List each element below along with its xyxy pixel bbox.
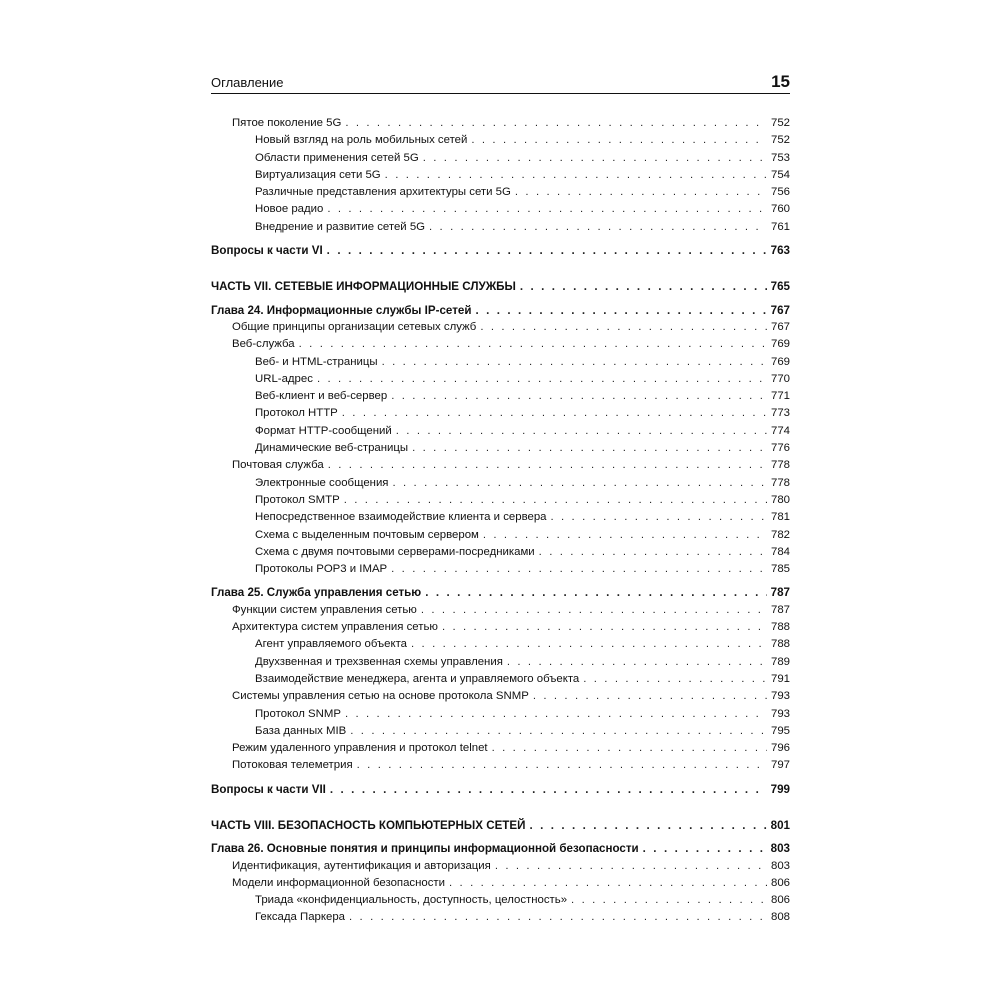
- dot-leader: [529, 819, 766, 832]
- toc-entry-title: Триада «конфиденциальность, доступность, целостность»: [255, 894, 568, 907]
- toc-entry-title: Новый взгляд на роль мобильных сетей: [255, 134, 468, 147]
- dot-leader: [421, 604, 767, 616]
- toc-entry-title: Схема с выделенным почтовым сервером: [255, 528, 479, 541]
- toc-entry: [211, 152, 790, 169]
- toc-entry: [211, 338, 790, 355]
- toc-entry-title: Различные представления архитектуры сети 5G: [255, 186, 511, 199]
- toc-entry-title: ЧАСТЬ VII. СЕТЕВЫЕ ИНФОРМАЦИОННЫЕ СЛУЖБЫ: [211, 280, 516, 294]
- toc-entry-page: 781: [770, 511, 790, 524]
- toc-entry-title: Веб-служба: [232, 338, 295, 351]
- toc-entry-title: Схема с двумя почтовыми серверами-посредниками: [255, 545, 535, 558]
- dot-leader: [583, 673, 767, 685]
- toc-entry-page: 754: [770, 168, 790, 181]
- toc-entry-page: 793: [770, 707, 790, 720]
- toc-entry: [211, 783, 790, 800]
- toc-entry-page: 774: [770, 424, 790, 437]
- toc-entry-page: 752: [770, 117, 790, 129]
- dot-leader: [442, 621, 767, 633]
- dot-leader: [533, 690, 767, 702]
- dot-leader: [342, 407, 767, 419]
- toc-entry-title: Непосредственное взаимодействие клиента и сервера: [255, 511, 547, 524]
- toc-entry: [211, 725, 790, 742]
- toc-entry-page: 803: [770, 859, 790, 872]
- dot-leader: [423, 152, 767, 164]
- toc-entry-page: 797: [770, 759, 790, 772]
- toc-entry: [211, 877, 790, 894]
- toc-entry-title: Вопросы к части VII: [211, 782, 326, 796]
- toc-entry-page: 806: [770, 876, 790, 889]
- toc-entry: [211, 407, 790, 424]
- toc-entry-title: Вопросы к части VI: [211, 244, 323, 258]
- toc-entry-title: URL-адрес: [255, 372, 313, 385]
- toc-entry: [211, 186, 790, 203]
- dot-leader: [327, 203, 767, 215]
- toc-entry: [211, 442, 790, 459]
- toc-entry-page: 789: [770, 655, 790, 668]
- dot-leader: [392, 477, 767, 489]
- dot-leader: [425, 586, 766, 599]
- toc-entry: [211, 708, 790, 725]
- toc-entry-page: 788: [770, 638, 790, 651]
- toc-entry-title: Протокол HTTP: [255, 407, 338, 420]
- toc-entry-page: 773: [770, 407, 790, 420]
- toc-entry-page: 769: [770, 338, 790, 351]
- toc-entry: [211, 529, 790, 546]
- dot-leader: [328, 459, 767, 471]
- toc-entry: [211, 321, 790, 338]
- dot-leader: [349, 911, 767, 923]
- toc-entry: [211, 203, 790, 220]
- dot-leader: [299, 338, 767, 350]
- toc-entry-title: Архитектура систем управления сетью: [232, 621, 438, 634]
- toc-entry-title: ЧАСТЬ VIII. БЕЗОПАСНОСТЬ КОМПЬЮТЕРНЫХ СЕТЕЙ: [211, 818, 526, 832]
- page-number: 15: [771, 72, 790, 91]
- toc-entry: [211, 759, 790, 776]
- toc-entry-page: 771: [770, 390, 790, 403]
- dot-leader: [327, 244, 767, 257]
- toc-entry-page: 791: [770, 672, 790, 685]
- toc-entry-title: Веб-клиент и веб-сервер: [255, 390, 388, 403]
- dot-leader: [391, 563, 767, 575]
- table-of-contents: [211, 117, 790, 929]
- toc-entry-title: Протокол SMTP: [255, 493, 340, 506]
- toc-entry: [211, 494, 790, 511]
- dot-leader: [507, 656, 767, 668]
- toc-entry-page: 767: [770, 320, 790, 333]
- dot-leader: [344, 494, 767, 506]
- toc-entry: [211, 425, 790, 442]
- dot-leader: [345, 708, 767, 720]
- dot-leader: [391, 390, 767, 402]
- toc-entry-title: Пятое поколение 5G: [232, 117, 342, 129]
- toc-entry: [211, 390, 790, 407]
- toc-entry: [211, 621, 790, 638]
- toc-entry-title: Глава 26. Основные понятия и принципы информационной безопасности: [211, 842, 639, 856]
- toc-entry-page: 808: [770, 911, 790, 924]
- toc-entry: [211, 586, 790, 603]
- toc-entry-title: Модели информационной безопасности: [232, 876, 446, 889]
- toc-entry-title: Новое радио: [255, 203, 324, 216]
- toc-entry-title: Системы управления сетью на основе протокола SNMP: [232, 690, 529, 703]
- toc-entry: [211, 134, 790, 151]
- toc-entry-page: 765: [770, 280, 790, 294]
- toc-entry: [211, 842, 790, 859]
- dot-leader: [471, 134, 767, 146]
- toc-entry: [211, 894, 790, 911]
- dot-leader: [429, 221, 767, 233]
- page-header: [211, 72, 790, 92]
- toc-entry-title: Внедрение и развитие сетей 5G: [255, 220, 426, 233]
- toc-entry-page: 803: [770, 842, 790, 856]
- toc-entry-title: Электронные сообщения: [255, 476, 389, 489]
- toc-entry-title: Протокол SNMP: [255, 707, 341, 720]
- toc-entry: [211, 356, 790, 373]
- toc-entry: [211, 742, 790, 759]
- toc-entry-title: Идентификация, аутентификация и авторизация: [232, 859, 491, 872]
- toc-entry-page: 801: [770, 818, 790, 832]
- dot-leader: [539, 546, 767, 558]
- dot-leader: [449, 877, 767, 889]
- toc-entry-page: 761: [770, 220, 790, 233]
- dot-leader: [483, 529, 767, 541]
- toc-entry-page: 785: [770, 563, 790, 576]
- running-title: Оглавление: [211, 75, 284, 90]
- dot-leader: [396, 425, 767, 437]
- toc-entry: [211, 911, 790, 928]
- toc-entry: [211, 244, 790, 261]
- toc-entry-title: Потоковая телеметрия: [232, 759, 353, 772]
- toc-entry: [211, 546, 790, 563]
- dot-leader: [382, 356, 767, 368]
- toc-entry-title: База данных MIB: [255, 724, 347, 737]
- toc-entry: [211, 604, 790, 621]
- toc-entry-title: Динамические веб-страницы: [255, 442, 409, 455]
- toc-entry-page: 793: [770, 690, 790, 703]
- toc-entry-title: Режим удаленного управления и протокол telnet: [232, 742, 488, 755]
- toc-entry: [211, 169, 790, 186]
- toc-entry-page: 767: [770, 303, 790, 317]
- toc-entry-page: 788: [770, 621, 790, 634]
- toc-entry-title: Почтовая служба: [232, 459, 324, 472]
- toc-entry: [211, 459, 790, 476]
- toc-entry: [211, 563, 790, 580]
- toc-entry-title: Глава 24. Информационные службы IP-сетей: [211, 303, 472, 317]
- toc-entry-page: 752: [770, 134, 790, 147]
- toc-entry-page: 795: [770, 724, 790, 737]
- toc-entry: [211, 117, 790, 134]
- toc-entry: [211, 860, 790, 877]
- dot-leader: [317, 373, 767, 385]
- toc-entry-title: Агент управляемого объекта: [255, 638, 408, 651]
- toc-entry-page: 776: [770, 442, 790, 455]
- toc-entry-page: 763: [770, 244, 790, 258]
- toc-entry-title: Двухзвенная и трехзвенная схемы управления: [255, 655, 503, 668]
- dot-leader: [520, 280, 767, 293]
- toc-entry: [211, 819, 790, 836]
- toc-entry-page: 782: [770, 528, 790, 541]
- dot-leader: [551, 511, 767, 523]
- toc-entry-page: 784: [770, 545, 790, 558]
- dot-leader: [643, 842, 767, 855]
- dot-leader: [330, 783, 767, 796]
- toc-entry-page: 769: [770, 355, 790, 368]
- toc-entry-page: 778: [770, 459, 790, 472]
- header-divider: [211, 93, 790, 94]
- toc-entry: [211, 304, 790, 321]
- toc-entry-title: Веб- и HTML-страницы: [255, 355, 378, 368]
- toc-entry: [211, 511, 790, 528]
- dot-leader: [571, 894, 767, 906]
- toc-entry-page: 753: [770, 151, 790, 164]
- dot-leader: [480, 321, 767, 333]
- toc-entry-page: 787: [770, 586, 790, 600]
- toc-entry: [211, 673, 790, 690]
- dot-leader: [411, 638, 767, 650]
- toc-entry-page: 787: [770, 603, 790, 616]
- toc-entry: [211, 638, 790, 655]
- toc-entry-page: 760: [770, 203, 790, 216]
- toc-entry-title: Виртуализация сети 5G: [255, 168, 381, 181]
- toc-entry-title: Глава 25. Служба управления сетью: [211, 586, 422, 600]
- toc-entry-page: 806: [770, 894, 790, 907]
- toc-entry-page: 756: [770, 186, 790, 199]
- toc-entry-title: Области применения сетей 5G: [255, 151, 419, 164]
- toc-entry: [211, 221, 790, 238]
- toc-entry: [211, 373, 790, 390]
- dot-leader: [492, 742, 767, 754]
- dot-leader: [495, 860, 767, 872]
- toc-entry-title: Взаимодействие менеджера, агента и управляемого объекта: [255, 672, 580, 685]
- dot-leader: [515, 186, 767, 198]
- dot-leader: [475, 304, 766, 317]
- dot-leader: [357, 759, 767, 771]
- toc-entry-page: 799: [770, 782, 790, 796]
- toc-entry: [211, 690, 790, 707]
- toc-entry: [211, 280, 790, 297]
- toc-entry-page: 770: [770, 372, 790, 385]
- toc-entry: [211, 656, 790, 673]
- dot-leader: [345, 117, 767, 129]
- dot-leader: [385, 169, 767, 181]
- toc-entry-title: Функции систем управления сетью: [232, 603, 417, 616]
- toc-entry-title: Гексада Паркера: [255, 911, 346, 924]
- toc-entry-title: Формат HTTP-сообщений: [255, 424, 392, 437]
- toc-entry-title: Протоколы POP3 и IMAP: [255, 563, 388, 576]
- toc-entry-page: 778: [770, 476, 790, 489]
- toc-entry-page: 780: [770, 493, 790, 506]
- dot-leader: [412, 442, 767, 454]
- toc-entry: [211, 477, 790, 494]
- toc-entry-page: 796: [770, 742, 790, 755]
- dot-leader: [350, 725, 767, 737]
- toc-entry-title: Общие принципы организации сетевых служб: [232, 320, 477, 333]
